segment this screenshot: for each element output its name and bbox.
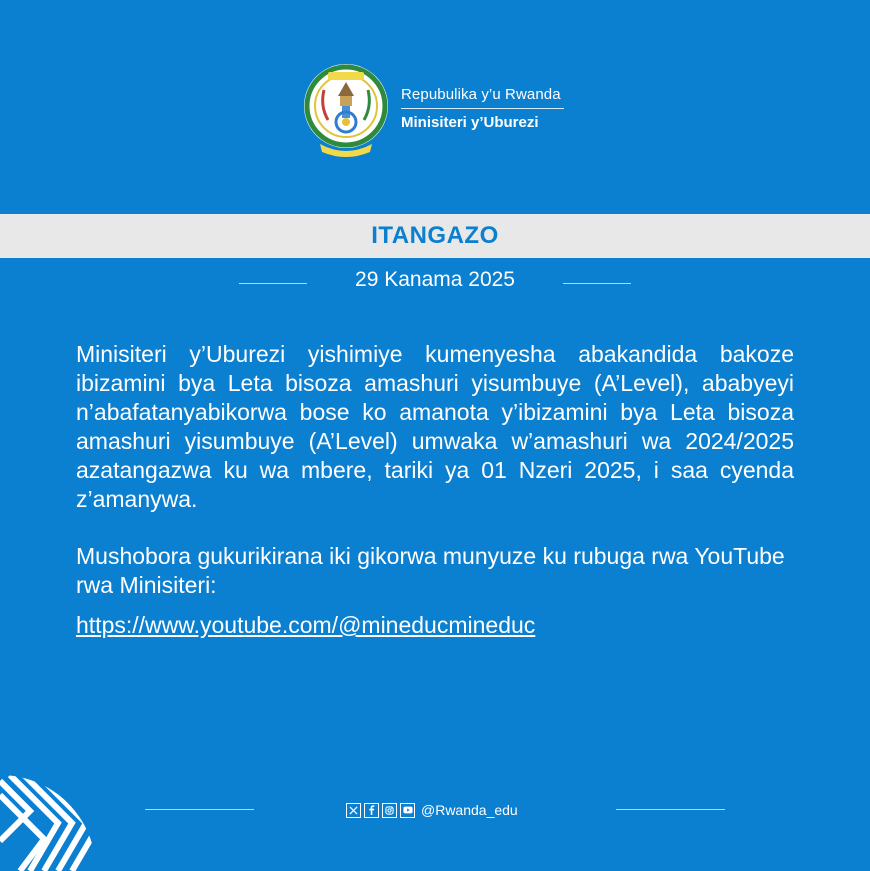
footer-divider-left xyxy=(145,809,254,810)
youtube-icon[interactable] xyxy=(400,803,415,818)
instagram-icon[interactable] xyxy=(382,803,397,818)
ministry-divider xyxy=(401,108,564,109)
announcement-banner xyxy=(0,214,870,258)
ministry-block xyxy=(401,86,571,131)
announcement-date: 29 Kanama 2025 xyxy=(355,268,515,291)
x-icon[interactable] xyxy=(346,803,361,818)
facebook-icon[interactable] xyxy=(364,803,379,818)
corner-pattern-icon xyxy=(0,775,96,871)
youtube-link[interactable]: https://www.youtube.com/@mineducmineduc xyxy=(76,612,536,638)
ministry-name: Minisiteri y’Uburezi xyxy=(401,114,539,131)
date-row xyxy=(0,268,870,298)
rwanda-coat-of-arms-icon xyxy=(302,62,392,162)
social-handle[interactable]: @Rwanda_edu xyxy=(421,802,518,818)
announcement-paragraph-1: Minisiteri y’Uburezi yishimiye kumenyesha abakandida bakoze ibizamini bya Leta bisoza amashuri yisumbuye (A’Level), ababyeyi n’abafatanyabikorwa bose ko amanota y’ibizamini bya Leta bisoza amashuri yisumbuye (A’Level) umwaka w’amashuri wa 2024/2025 azatangazwa ku wa mbere, tariki ya 01 Nzeri 2025, i saa cyenda z’amanywa. xyxy=(76,341,794,512)
republic-name: Repubulika y’u Rwanda xyxy=(401,86,561,103)
header xyxy=(0,60,870,170)
footer-divider-right xyxy=(616,809,725,810)
announcement-paragraph-2: Mushobora gukurikirana iki gikorwa munyuze ku rubuga rwa YouTube rwa Minisiteri: xyxy=(76,543,785,598)
social-links xyxy=(346,801,518,819)
date-divider-left xyxy=(239,283,307,284)
banner-title: ITANGAZO xyxy=(371,222,499,249)
date-divider-right xyxy=(563,283,631,284)
